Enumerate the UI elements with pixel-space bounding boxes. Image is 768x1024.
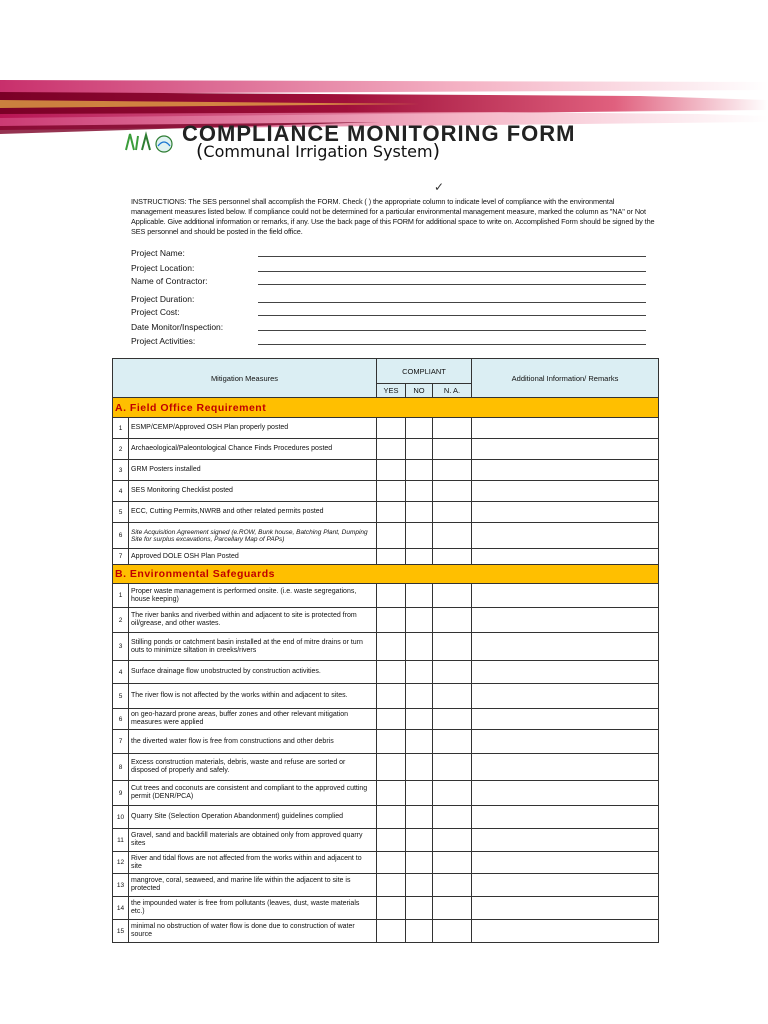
na-cell[interactable]: [433, 439, 472, 460]
na-cell[interactable]: [433, 897, 472, 920]
table-row: 5 The river flow is not affected by the works within and adjacent to sites.: [113, 684, 659, 709]
no-cell[interactable]: [406, 549, 433, 565]
remarks-cell[interactable]: [472, 418, 659, 439]
remarks-cell[interactable]: [472, 806, 659, 829]
na-cell[interactable]: [433, 684, 472, 709]
na-cell[interactable]: [433, 829, 472, 852]
yes-cell[interactable]: [377, 709, 406, 730]
remarks-cell[interactable]: [472, 502, 659, 523]
yes-cell[interactable]: [377, 633, 406, 661]
table-row: 2 The river banks and riverbed within and adjacent to site is protected from oil/grease, and other wastes.: [113, 608, 659, 633]
yes-cell[interactable]: [377, 481, 406, 502]
na-cell[interactable]: [433, 502, 472, 523]
yes-cell[interactable]: [377, 897, 406, 920]
na-cell[interactable]: [433, 709, 472, 730]
table-row: 6 Site Acquisition Agreement signed (e.ROW, Bunk house, Batching Plant, Dumping Site for surplus excavations, Parcellary Map of PAPs): [113, 523, 659, 549]
check-icon: ✓: [434, 180, 445, 194]
table-row: 7 Approved DOLE OSH Plan Posted: [113, 549, 659, 565]
na-cell[interactable]: [433, 418, 472, 439]
table-row: 10 Quarry Site (Selection Operation Abandonment) guidelines complied: [113, 806, 659, 829]
na-cell[interactable]: [433, 608, 472, 633]
no-cell[interactable]: [406, 608, 433, 633]
table-row: 1 Proper waste management is performed onsite. (i.e. waste segregations, house keeping): [113, 584, 659, 608]
yes-cell[interactable]: [377, 439, 406, 460]
section-a-heading: A. Field Office Requirement: [113, 398, 659, 418]
instructions-text: INSTRUCTIONS: The SES personnel shall accomplish the FORM. Check ( ) the appropriate column to indicate level of compliance with the environmental management measures listed below. If compliance could not be determined for a particular environmental management measure, marked the column as "NA" or Not Applicable. Give additional information or remarks, if any. Use the back page of this FORM for additional space to write on. Accomplished Form should be signed by the SES personnel and should be posted in the field office.: [131, 197, 655, 236]
col-compliant-header: COMPLIANT: [377, 359, 472, 384]
remarks-cell[interactable]: [472, 584, 659, 608]
yes-cell[interactable]: [377, 852, 406, 874]
no-cell[interactable]: [406, 523, 433, 549]
remarks-cell[interactable]: [472, 460, 659, 481]
na-cell[interactable]: [433, 460, 472, 481]
col-mitigation-header: Mitigation Measures: [113, 359, 377, 398]
yes-cell[interactable]: [377, 806, 406, 829]
table-row: 15 minimal no obstruction of water flow is done due to construction of water source: [113, 920, 659, 943]
na-cell[interactable]: [433, 730, 472, 754]
table-row: 11 Gravel, sand and backfill materials are obtained only from approved quarry sites: [113, 829, 659, 852]
no-cell[interactable]: [406, 730, 433, 754]
yes-cell[interactable]: [377, 418, 406, 439]
remarks-cell[interactable]: [472, 852, 659, 874]
remarks-cell[interactable]: [472, 523, 659, 549]
remarks-cell[interactable]: [472, 633, 659, 661]
na-cell[interactable]: [433, 633, 472, 661]
table-row: 14 the impounded water is free from pollutants (leaves, dust, waste materials etc.): [113, 897, 659, 920]
na-cell[interactable]: [433, 920, 472, 943]
table-row: 3 Stilling ponds or catchment basin installed at the end of mitre drains or turn outs to minimize siltation in creeks/rivers: [113, 633, 659, 661]
table-row: 5 ECC, Cutting Permits,NWRB and other related permits posted: [113, 502, 659, 523]
no-cell[interactable]: [406, 460, 433, 481]
no-cell[interactable]: [406, 418, 433, 439]
no-cell[interactable]: [406, 661, 433, 684]
col-na-header: N. A.: [433, 384, 472, 398]
table-row: 2 Archaeological/Paleontological Chance Finds Procedures posted: [113, 439, 659, 460]
no-cell[interactable]: [406, 439, 433, 460]
table-row: 12 River and tidal flows are not affected from the works within and adjacent to site: [113, 852, 659, 874]
yes-cell[interactable]: [377, 661, 406, 684]
no-cell[interactable]: [406, 806, 433, 829]
remarks-cell[interactable]: [472, 781, 659, 806]
form-subtitle: (Communal Irrigation System): [196, 140, 440, 162]
table-row: 13 mangrove, coral, seaweed, and marine life within the adjacent to site is protected: [113, 874, 659, 897]
na-cell[interactable]: [433, 523, 472, 549]
no-cell[interactable]: [406, 897, 433, 920]
no-cell[interactable]: [406, 920, 433, 943]
no-cell[interactable]: [406, 684, 433, 709]
col-yes-header: YES: [377, 384, 406, 398]
yes-cell[interactable]: [377, 523, 406, 549]
table-row: 3 GRM Posters installed: [113, 460, 659, 481]
remarks-cell[interactable]: [472, 730, 659, 754]
yes-cell[interactable]: [377, 549, 406, 565]
no-cell[interactable]: [406, 829, 433, 852]
no-cell[interactable]: [406, 754, 433, 781]
yes-cell[interactable]: [377, 829, 406, 852]
na-cell[interactable]: [433, 481, 472, 502]
table-row: 4 SES Monitoring Checklist posted: [113, 481, 659, 502]
yes-cell[interactable]: [377, 502, 406, 523]
col-no-header: NO: [406, 384, 433, 398]
yes-cell[interactable]: [377, 781, 406, 806]
yes-cell[interactable]: [377, 460, 406, 481]
section-b-heading: B. Environmental Safeguards: [113, 565, 659, 584]
nia-logo-icon: [124, 130, 180, 154]
na-cell[interactable]: [433, 874, 472, 897]
na-cell[interactable]: [433, 781, 472, 806]
yes-cell[interactable]: [377, 684, 406, 709]
yes-cell[interactable]: [377, 584, 406, 608]
remarks-cell[interactable]: [472, 754, 659, 781]
remarks-cell[interactable]: [472, 661, 659, 684]
remarks-cell[interactable]: [472, 608, 659, 633]
na-cell[interactable]: [433, 661, 472, 684]
col-remarks-header: Additional Information/ Remarks: [472, 359, 659, 398]
na-cell[interactable]: [433, 549, 472, 565]
no-cell[interactable]: [406, 633, 433, 661]
no-cell[interactable]: [406, 709, 433, 730]
remarks-cell[interactable]: [472, 684, 659, 709]
remarks-cell[interactable]: [472, 549, 659, 565]
no-cell[interactable]: [406, 781, 433, 806]
table-row: 1 ESMP/CEMP/Approved OSH Plan properly posted: [113, 418, 659, 439]
remarks-cell[interactable]: [472, 481, 659, 502]
remarks-cell[interactable]: [472, 439, 659, 460]
form-title: COMPLIANCE MONITORING FORM: [182, 121, 576, 146]
no-cell[interactable]: [406, 502, 433, 523]
yes-cell[interactable]: [377, 920, 406, 943]
table-row: 8 Excess construction materials, debris, waste and refuse are sorted or disposed of properly and safely.: [113, 754, 659, 781]
remarks-cell[interactable]: [472, 829, 659, 852]
yes-cell[interactable]: [377, 608, 406, 633]
yes-cell[interactable]: [377, 730, 406, 754]
compliance-table: [112, 358, 659, 943]
yes-cell[interactable]: [377, 874, 406, 897]
table-row: 9 Cut trees and coconuts are consistent and compliant to the approved cutting permit (DENR/PCA): [113, 781, 659, 806]
na-cell[interactable]: [433, 754, 472, 781]
na-cell[interactable]: [433, 806, 472, 829]
remarks-cell[interactable]: [472, 709, 659, 730]
na-cell[interactable]: [433, 852, 472, 874]
remarks-cell[interactable]: [472, 874, 659, 897]
no-cell[interactable]: [406, 481, 433, 502]
na-cell[interactable]: [433, 584, 472, 608]
no-cell[interactable]: [406, 852, 433, 874]
table-row: 7 the diverted water flow is free from constructions and other debris: [113, 730, 659, 754]
table-row: 6 on geo-hazard prone areas, buffer zones and other relevant mitigation measures were applied: [113, 709, 659, 730]
remarks-cell[interactable]: [472, 920, 659, 943]
table-row: 4 Surface drainage flow unobstructed by construction activities.: [113, 661, 659, 684]
no-cell[interactable]: [406, 874, 433, 897]
remarks-cell[interactable]: [472, 897, 659, 920]
no-cell[interactable]: [406, 584, 433, 608]
yes-cell[interactable]: [377, 754, 406, 781]
